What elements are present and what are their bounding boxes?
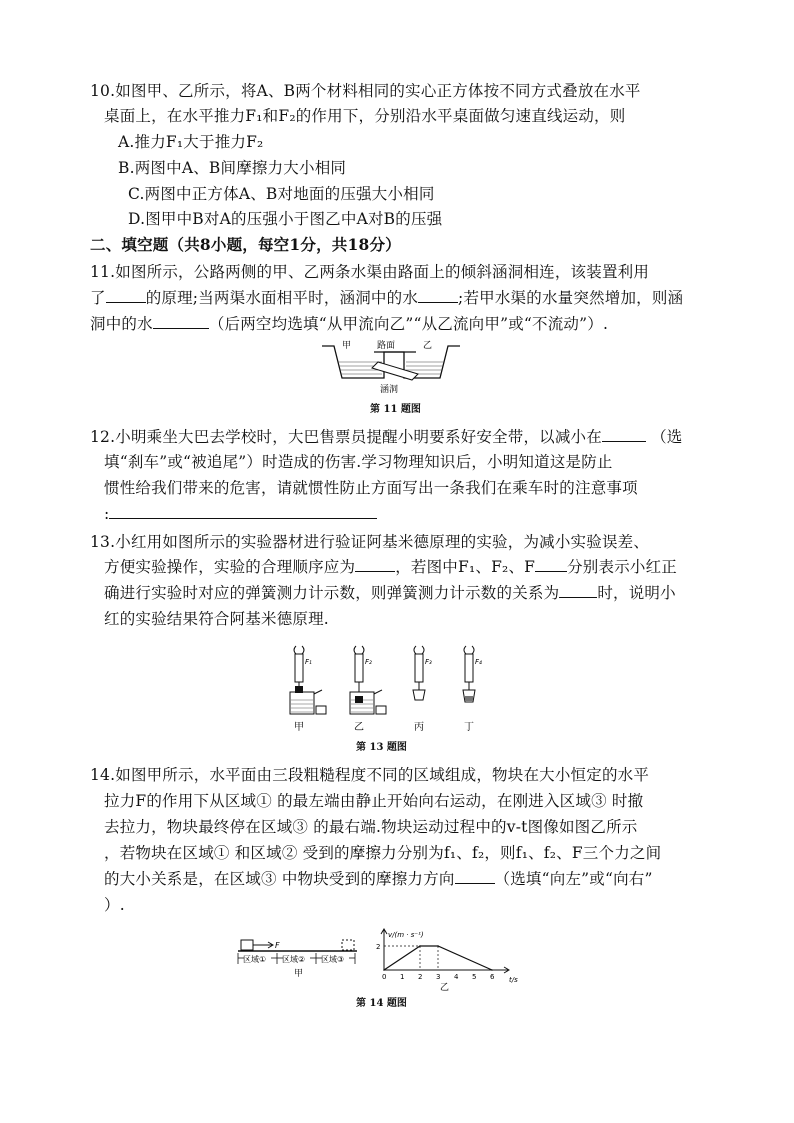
q14-figure-jia <box>236 936 360 986</box>
q14-text-a: 的大小关系是，在区域③ 中物块受到的摩擦力方向 <box>104 870 455 888</box>
q14-label-yi: 乙 <box>440 983 450 992</box>
q12-line2: 填“刹车”或“被追尾”）时造成的伤害.学习物理知识后，小明知道这是防止 <box>104 453 613 471</box>
q13-text-e: 时，说明小 <box>597 584 676 602</box>
q13-label-f2: F₂ <box>365 658 372 666</box>
q11-fig-label-lumian: 路面 <box>377 341 396 351</box>
q13-label-jia: 甲 <box>294 722 304 733</box>
x-tick-label: 6 <box>490 973 495 981</box>
q13-figure <box>280 642 500 736</box>
q13-blank-2[interactable] <box>535 557 567 572</box>
q10-option-b: B.两图中A、B间摩擦力大小相同 <box>118 159 347 177</box>
q10-line2: 桌面上，在水平推力F₁和F₂的作用下，分别沿水平桌面做匀速直线运动，则 <box>104 107 626 125</box>
q10-option-d: D.图甲中B对A的压强小于图乙中A对B的压强 <box>128 210 443 228</box>
q12-colon: : <box>104 505 110 523</box>
q11-text-d: 洞中的水 <box>90 315 153 333</box>
q12-line1 <box>90 426 683 448</box>
q14-line6: ）. <box>104 896 125 914</box>
y-tick-label: 2 <box>376 943 381 951</box>
q14-label-jia: 甲 <box>294 969 304 979</box>
q11-line3 <box>90 313 608 335</box>
q11-fig-label-yi: 乙 <box>423 341 433 351</box>
q14-label-zone2: 区域② <box>282 955 306 964</box>
x-tick-label: 3 <box>436 973 441 981</box>
y-axis-label: v/(m · s⁻¹) <box>388 931 424 939</box>
q11-figure <box>320 338 466 398</box>
q13-line1: 13.小红用如图所示的实验器材进行验证阿基米德原理的实验，为减小实验误差、 <box>90 533 650 551</box>
q12-line4 <box>104 503 377 525</box>
q11-fig-label-jia: 甲 <box>342 341 352 351</box>
q14-label-zone1: 区域① <box>243 955 267 964</box>
q14-line2: 拉力F的作用下从区域① 的最左端由静止开始向右运动，在刚进入区域③ 时撤 <box>104 792 644 810</box>
x-tick-label: 0 <box>382 973 387 981</box>
q13-text-c: 分别表示小红正 <box>567 558 678 576</box>
q12-blank-2[interactable] <box>109 504 377 519</box>
q14-line3: 去拉力，物块最终停在区域③ 的最右端.物块运动过程中的v-t图像如图乙所示 <box>104 818 638 836</box>
q11-caption: 第 11 题图 <box>370 404 421 415</box>
q13-line3 <box>104 582 676 604</box>
q13-label-bing: 丙 <box>414 722 424 733</box>
q13-blank-3[interactable] <box>559 583 597 598</box>
q11-blank-2[interactable] <box>418 288 458 303</box>
q12-blank-1[interactable] <box>602 427 646 442</box>
q11-text-e: （后两空均选填“从甲流向乙”“从乙流向甲”或“不流动”）. <box>208 315 609 333</box>
q11-text-b: 的原理;当两渠水面相平时，涵洞中的水 <box>145 289 419 307</box>
q11-text-a: 了 <box>90 289 106 307</box>
q14-label-F: F <box>275 941 280 950</box>
q13-label-yi: 乙 <box>354 722 364 733</box>
q13-text-b: ，若图中F₁、F₂、F <box>395 558 536 576</box>
q13-line4: 红的实验结果符合阿基米德原理. <box>104 610 329 628</box>
q11-line2 <box>90 287 683 309</box>
q14-text-b: （选填“向左”或“向右” <box>494 870 653 888</box>
vt-data-point <box>383 969 385 971</box>
q14-line4: ，若物块在区域① 和区域② 受到的摩擦力分别为f₁、f₂，则f₁、f₂、F三个力之间 <box>104 844 662 862</box>
q11-text-c: ;若甲水渠的水量突然增加，则涵 <box>458 289 684 307</box>
section-heading: 二、填空题（共8小题，每空1分，共18分） <box>90 235 401 254</box>
x-tick-label: 2 <box>418 973 423 981</box>
q14-blank-1[interactable] <box>455 869 495 884</box>
q12-text-a: 12.小明乘坐大巴去学校时，大巴售票员提醒小明要系好安全带，以减小在 <box>90 428 602 446</box>
q10-option-a: A.推力F₁大于推力F₂ <box>118 133 264 151</box>
q13-label-f1: F₁ <box>305 658 312 666</box>
q13-text-d: 确进行实验时对应的弹簧测力计示数，则弹簧测力计示数的关系为 <box>104 584 560 602</box>
q13-label-ding: 丁 <box>464 722 474 733</box>
q12-line3: 惯性给我们带来的危害，请就惯性防止方面写出一条我们在乘车时的注意事项 <box>104 479 638 497</box>
q14-line5 <box>104 868 653 890</box>
x-tick-label: 5 <box>472 973 477 981</box>
vt-data-point <box>491 969 493 971</box>
q13-caption: 第 13 题图 <box>356 742 407 753</box>
q13-label-f3: F₃ <box>425 658 432 666</box>
q14-caption: 第 14 题图 <box>356 998 407 1009</box>
q14-label-zone3: 区域③ <box>321 955 345 964</box>
q13-label-f4: F₄ <box>475 658 482 666</box>
q13-text-a: 方便实验操作，实验的合理顺序应为 <box>104 558 356 576</box>
q10-line1: 10.如图甲、乙所示，将A、B两个材料相同的实心正方体按不同方式叠放在水平 <box>90 82 641 100</box>
q13-blank-1[interactable] <box>355 557 395 572</box>
q10-option-c: C.两图中正方体A、B对地面的压强大小相同 <box>128 185 435 203</box>
q11-line1: 11.如图所示，公路两侧的甲、乙两条水渠由路面上的倾斜涵洞相连，该装置利用 <box>90 263 650 281</box>
q11-fig-label-handong: 涵洞 <box>380 385 399 395</box>
q12-text-b: （选 <box>651 428 683 446</box>
x-tick-label: 1 <box>400 973 405 981</box>
q11-blank-1[interactable] <box>106 288 146 303</box>
q13-line2 <box>104 556 677 578</box>
q14-vt-chart <box>368 926 518 992</box>
q14-line1: 14.如图甲所示，水平面由三段粗糙程度不同的区域组成，物块在大小恒定的水平 <box>90 766 650 784</box>
x-tick-label: 4 <box>454 973 459 981</box>
q11-blank-3[interactable] <box>153 314 209 329</box>
x-axis-label: t/s <box>509 976 518 984</box>
